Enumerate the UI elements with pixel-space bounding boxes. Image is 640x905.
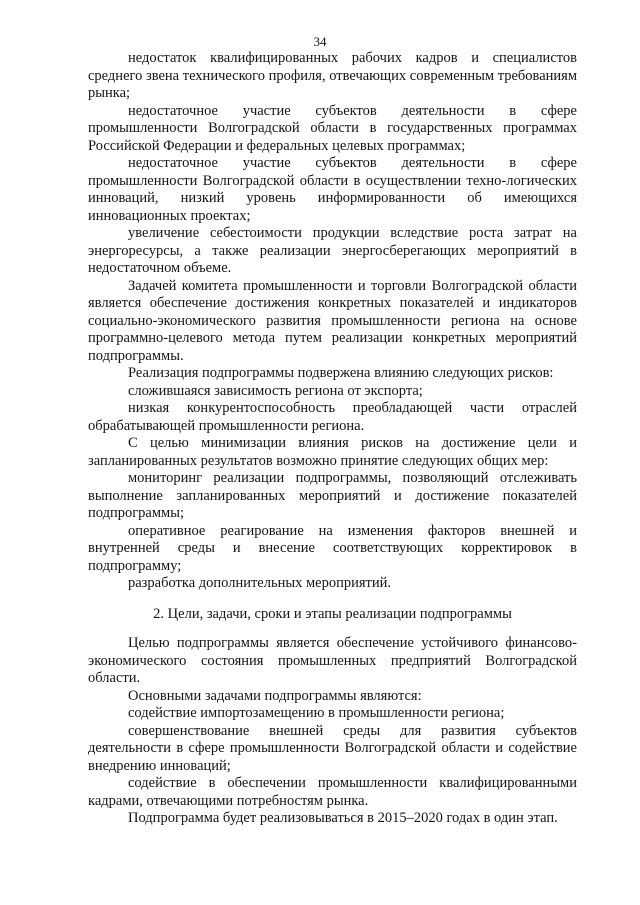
risk-paragraph: недостаточное участие субъектов деятельности в сфере промышленности Волгоградской области в осуществлении техно-логических инноваций, низкий уровень информированности об имеющихся инновационных проектах; — [88, 155, 577, 224]
measure-item: разработка дополнительных мероприятий. — [128, 575, 391, 591]
task-item: содействие импортозамещению в промышленности региона; — [128, 705, 505, 721]
risk-item: сложившаяся зависимость региона от экспорта; — [128, 382, 423, 399]
committee-task-paragraph: Задачей комитета промышленности и торговли Волгоградской области является обеспечение достижения конкретных показателей и индикаторов социально-экономического развития промышленности региона на основе программно-целевого метода путем реализации конкретных мероприятий подпрограммы. — [88, 277, 577, 364]
measures-intro-paragraph: С целью минимизации влияния рисков на достижение цели и запланированных результатов возможно принятие следующих общих мер: — [88, 435, 577, 469]
task-item: совершенствование внешней среды для развития субъектов деятельности в сфере промышленности Волгоградской области и содействие внедрению инноваций; — [88, 722, 577, 774]
risks-intro-paragraph: Реализация подпрограммы подвержена влиянию следующих рисков: — [128, 365, 554, 381]
risk-paragraph: недостаточное участие субъектов деятельности в сфере промышленности Волгоградской области в государственных программах Российской Федерации и федеральных целевых программах; — [88, 102, 577, 154]
measure-item: оперативное реагирование на изменения факторов внешней и внутренней среды и внесение соответствующих корректировок в подпрограмму; — [88, 522, 577, 574]
risk-paragraph: увеличение себестоимости продукции вследствие роста затрат на энергоресурсы, а также реализации энергосберегающих мероприятий в недостаточном объеме. — [88, 225, 577, 276]
risk-paragraph: недостаток квалифицированных рабочих кадров и специалистов среднего звена технического профиля, отвечающих современным требованиям рынка; — [88, 50, 577, 101]
section-heading: 2. Цели, задачи, сроки и этапы реализации подпрограммы — [153, 605, 512, 622]
measure-item: мониторинг реализации подпрограммы, позволяющий отслеживать выполнение запланированных мероприятий и достижение показателей подпрограммы; — [88, 470, 577, 521]
timeline-paragraph: Подпрограмма будет реализовываться в 2015–2020 годах в один этап. — [128, 810, 558, 826]
risk-item: низкая конкурентоспособность преобладающей части отраслей обрабатывающей промышленности региона. — [88, 400, 577, 434]
tasks-intro-paragraph: Основными задачами подпрограммы являются: — [128, 687, 422, 704]
task-item: содействие в обеспечении промышленности квалифицированными кадрами, отвечающими потребностям рынка. — [88, 775, 577, 809]
page-number: 34 — [313, 34, 327, 49]
goal-paragraph: Целью подпрограммы является обеспечение устойчивого финансово-экономического состояния промышленных предприятий Волгоградской области. — [88, 635, 577, 686]
document-body — [88, 50, 577, 828]
